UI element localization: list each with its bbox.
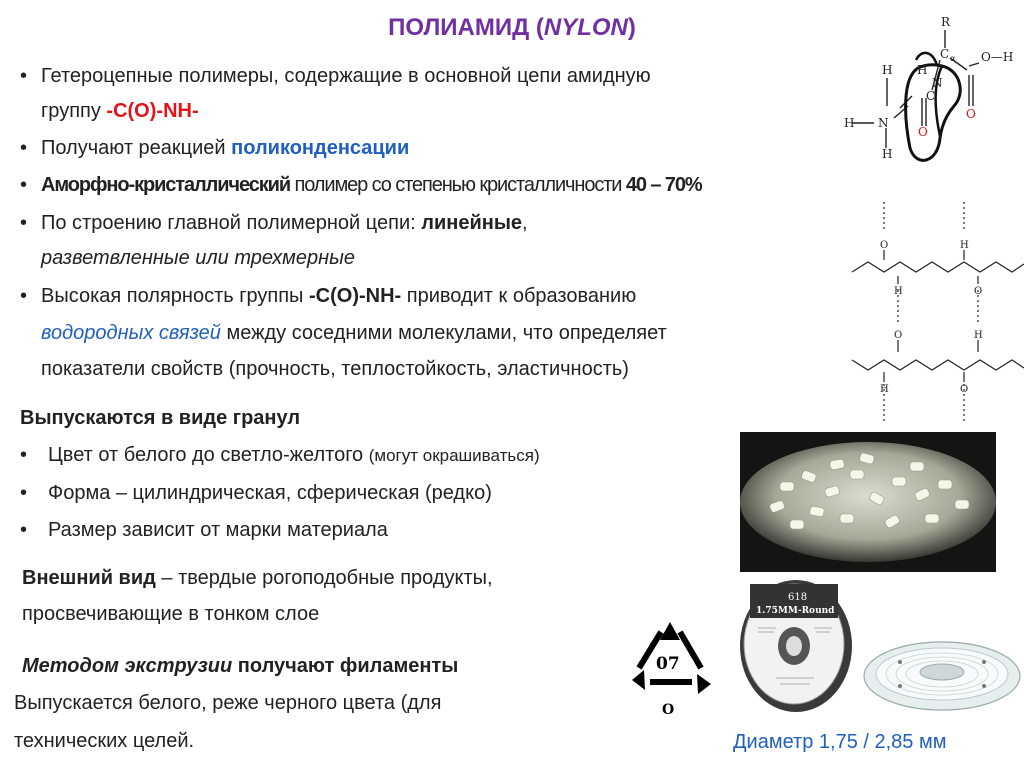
bullet-marker: • <box>20 444 28 466</box>
granules-photo <box>740 432 996 572</box>
svg-text:O—H: O—H <box>981 50 1014 64</box>
svg-text:H: H <box>960 240 969 251</box>
svg-text:C: C <box>940 47 950 61</box>
granules-heading: Выпускаются в виде гранул <box>20 407 301 429</box>
recycling-07-icon <box>628 618 714 718</box>
svg-text:R: R <box>941 15 951 29</box>
appearance-line2: просвечивающие в тонком слое <box>22 603 320 625</box>
svg-text:H: H <box>880 384 889 395</box>
bullet-polarity: Высокая полярность группы -C(O)-NH- приводит к образованию <box>41 285 637 307</box>
extrusion-line2: Выпускается белого, реже черного цвета (для <box>14 692 442 714</box>
svg-text:N: N <box>878 116 889 130</box>
bullet-marker: • <box>20 285 28 307</box>
svg-text:O: O <box>880 240 889 251</box>
granules-size: Размер зависит от марки материала <box>48 519 388 541</box>
bullet-marker: • <box>20 482 28 504</box>
granules-color: Цвет от белого до светло-желтого (могут окрашиваться) <box>48 444 540 466</box>
bullet-marker: • <box>20 65 28 87</box>
svg-text:O: O <box>974 286 983 297</box>
svg-text:N: N <box>932 76 943 90</box>
svg-text:H: H <box>974 330 983 341</box>
svg-text:O: O <box>966 107 976 121</box>
svg-text:C: C <box>926 89 936 103</box>
bullet-polarity-cont: водородных связей между соседними молекулами, что определяет <box>41 322 667 344</box>
bullet-marker: • <box>20 137 28 159</box>
bullet-polycondensation: Получают реакцией поликонденсации <box>41 137 410 159</box>
svg-text:O: O <box>662 702 675 718</box>
diameter-caption: Диаметр 1,75 / 2,85 мм <box>733 731 947 753</box>
granules-shape: Форма – цилиндрическая, сферическая (редко) <box>48 482 492 504</box>
hydrogen-bond-diagram <box>848 202 1024 424</box>
svg-text:H: H <box>882 147 893 161</box>
svg-text:α: α <box>950 54 956 63</box>
bullet-marker: • <box>20 212 28 234</box>
bullet-polarity-cont2: показатели свойств (прочность, теплостойкость, эластичность) <box>41 358 629 380</box>
filament-spool-photo <box>736 576 854 716</box>
bullet-chain-structure: По строению главной полимерной цепи: линейные, <box>41 212 528 234</box>
svg-text:07: 07 <box>656 654 680 674</box>
svg-text:H: H <box>917 63 928 77</box>
amide-structure-diagram <box>842 8 1024 170</box>
svg-text:O: O <box>960 384 969 395</box>
bullet-crystallinity: Аморфно-кристаллический полимер со степенью кристалличности 40 – 70% <box>41 174 702 196</box>
extrusion-line3: технических целей. <box>14 730 195 752</box>
svg-text:H: H <box>894 286 903 297</box>
clear-filament-spool-photo <box>860 632 1024 714</box>
svg-text:O: O <box>894 330 903 341</box>
svg-text:618: 618 <box>788 592 808 603</box>
svg-text:O: O <box>918 125 928 139</box>
slide-title: ПОЛИАМИД (NYLON) <box>388 14 636 41</box>
bullet-heterochain: Гетероцепные полимеры, содержащие в основной цепи амидную <box>41 65 651 87</box>
bullet-chain-structure-cont: разветвленные или трехмерные <box>41 247 355 269</box>
extrusion-heading: Методом экструзии получают филаменты <box>22 655 459 677</box>
svg-text:H: H <box>844 116 855 130</box>
svg-text:1.75MM-Round: 1.75MM-Round <box>756 606 835 616</box>
appearance-line1: Внешний вид – твердые рогоподобные продукты, <box>22 567 493 589</box>
svg-text:H: H <box>882 63 893 77</box>
bullet-heterochain-cont: группу -C(O)-NH- <box>41 100 199 122</box>
bullet-marker: • <box>20 174 28 196</box>
bullet-marker: • <box>20 519 28 541</box>
